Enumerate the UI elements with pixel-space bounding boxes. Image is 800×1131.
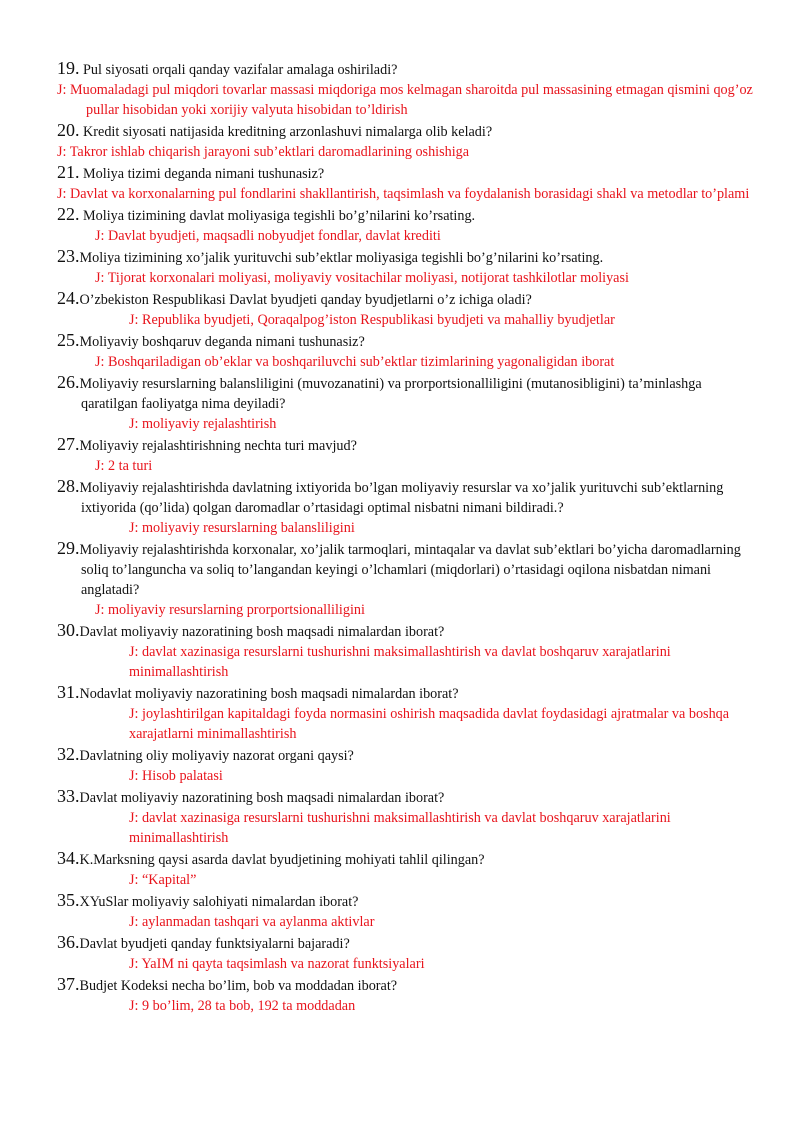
question-text: Moliya tizimi deganda nimani tushunasiz? (79, 166, 325, 182)
question-number: 28. (57, 476, 80, 496)
question (57, 434, 757, 456)
question (57, 330, 757, 352)
question-block-36 (57, 932, 757, 974)
question-text: Moliyaviy rejalashtirishning nechta turi mavjud? (79, 438, 357, 454)
question-number: 29. (57, 538, 80, 558)
answer: J: YaIM ni qayta taqsimlash va nazorat funktsiyalari (129, 956, 425, 972)
question-block-20 (57, 120, 757, 162)
question-number: 20. (57, 120, 80, 140)
question (57, 476, 757, 518)
question-text: Moliya tizimining xo’jalik yurituvchi sub’ektlar moliyasiga tegishli bo’g’nilarini ko’rsating. (79, 250, 604, 266)
question (57, 288, 757, 310)
question-block-21 (57, 162, 757, 204)
answer: J: moliyaviy rejalashtirish (129, 416, 277, 432)
question-text: Moliyaviy rejalashtirishda korxonalar, xo’jalik tarmoqlari, mintaqalar va davlat sub’ektlari bo’yicha daromadlarning soliq to’languncha va soliq to’langandan keyingi o’lchamlari (miqdorlari) o’rtasidagi oqilona nisbatdan nimani anglatadi? (79, 542, 741, 598)
question (57, 932, 757, 954)
document-body (57, 58, 757, 1016)
answer: J: Republika byudjeti, Qoraqalpog’iston Respublikasi byudjeti va mahalliy byudjetlar (129, 312, 615, 328)
question-text: Davlat moliyaviy nazoratining bosh maqsadi nimalardan iborat? (79, 624, 445, 640)
question-number: 23. (57, 246, 80, 266)
answer: J: joylashtirilgan kapitaldagi foyda normasini oshirish maqsadida davlat foydasidagi ajratmalar va boshqa xarajatlarni minimallashtirish (129, 706, 730, 742)
question-block-31 (57, 682, 757, 744)
question-number: 35. (57, 890, 80, 910)
question (57, 620, 757, 642)
question-number: 25. (57, 330, 80, 350)
answer: J: “Kapital” (129, 872, 197, 888)
answer: J: moliyaviy resurslarning balansliligini (129, 520, 355, 536)
question-number: 34. (57, 848, 80, 868)
question-number: 19. (57, 58, 80, 78)
answer: J: davlat xazinasiga resurslarni tushurishni maksimallashtirish va davlat boshqaruv xarajatlarini minimallashtirish (129, 810, 671, 846)
question-block-23 (57, 246, 757, 288)
question-block-32 (57, 744, 757, 786)
question (57, 372, 757, 414)
question-text: Davlat moliyaviy nazoratining bosh maqsadi nimalardan iborat? (79, 790, 445, 806)
question-number: 36. (57, 932, 80, 952)
question-block-35 (57, 890, 757, 932)
question-text: Davlatning oliy moliyaviy nazorat organi qaysi? (79, 748, 354, 764)
question (57, 162, 757, 184)
question (57, 744, 757, 766)
question (57, 974, 757, 996)
question-text: Pul siyosati orqali qanday vazifalar amalaga oshiriladi? (79, 62, 398, 78)
question-number: 22. (57, 204, 80, 224)
answer: J: Davlat byudjeti, maqsadli nobyudjet fondlar, davlat krediti (95, 228, 441, 244)
answer: J: davlat xazinasiga resurslarni tushurishni maksimallashtirish va davlat boshqaruv xarajatlarini minimallashtirish (129, 644, 671, 680)
question-block-34 (57, 848, 757, 890)
question-text: Budjet Kodeksi necha bo’lim, bob va moddadan iborat? (79, 978, 398, 994)
question-block-30 (57, 620, 757, 682)
question-number: 24. (57, 288, 80, 308)
question-text: Davlat byudjeti qanday funktsiyalarni bajaradi? (79, 936, 350, 952)
question-number: 21. (57, 162, 80, 182)
question-text: Nodavlat moliyaviy nazoratining bosh maqsadi nimalardan iborat? (79, 686, 459, 702)
answer: J: 2 ta turi (95, 458, 153, 474)
answer: J: Hisob palatasi (129, 768, 223, 784)
question (57, 538, 757, 600)
question-block-28 (57, 476, 757, 538)
question-number: 33. (57, 786, 80, 806)
question (57, 890, 757, 912)
question-text: K.Marksning qaysi asarda davlat byudjetining mohiyati tahlil qilingan? (79, 852, 485, 868)
question (57, 848, 757, 870)
question (57, 58, 757, 80)
question-text: Moliya tizimining davlat moliyasiga tegishli bo’g’nilarini ko’rsating. (79, 208, 476, 224)
question-block-37 (57, 974, 757, 1016)
question-text: Kredit siyosati natijasida kreditning arzonlashuvi nimalarga olib keladi? (79, 124, 493, 140)
question-block-19 (57, 58, 757, 120)
answer: J: Muomaladagi pul miqdori tovarlar massasi miqdoriga mos kelmagan sharoitda pul massasining etmagan qismini qog’oz pullar hisobidan yoki xorijiy valyuta hisobidan to’ldirish (57, 82, 753, 118)
question (57, 120, 757, 142)
question-block-25 (57, 330, 757, 372)
question-number: 27. (57, 434, 80, 454)
answer: J: Boshqariladigan ob’eklar va boshqariluvchi sub’ektlar tizimlarining yagonaligidan iborat (95, 354, 615, 370)
question-block-22 (57, 204, 757, 246)
question-text: O’zbekiston Respublikasi Davlat byudjeti qanday byudjetlarni o’z ichiga oladi? (79, 292, 532, 308)
question-text: Moliyaviy resurslarning balansliligini (muvozanatini) va prorportsionalliligini (mutanosibligini) ta’minlashga qaratilgan faoliyatga nima deyiladi? (79, 376, 702, 412)
question-number: 32. (57, 744, 80, 764)
answer: J: 9 bo’lim, 28 ta bob, 192 ta moddadan (129, 998, 356, 1014)
question (57, 682, 757, 704)
question-text: Moliyaviy boshqaruv deganda nimani tushunasiz? (79, 334, 365, 350)
question-block-33 (57, 786, 757, 848)
answer: J: Takror ishlab chiqarish jarayoni sub’ektlari daromadlarining oshishiga (57, 144, 470, 160)
answer: J: Davlat va korxonalarning pul fondlarini shakllantirish, taqsimlash va foydalanish borasidagi shakl va metodlar to’plami (57, 186, 750, 202)
question (57, 246, 757, 268)
question-number: 37. (57, 974, 80, 994)
question-number: 26. (57, 372, 80, 392)
answer: J: moliyaviy resurslarning prorportsionalliligini (95, 602, 365, 618)
question (57, 786, 757, 808)
question-number: 31. (57, 682, 80, 702)
question-block-26 (57, 372, 757, 434)
question-text: XYuSlar moliyaviy salohiyati nimalardan iborat? (79, 894, 359, 910)
question-block-29 (57, 538, 757, 620)
answer: J: Tijorat korxonalari moliyasi, moliyaviy vositachilar moliyasi, notijorat tashkilotlar moliyasi (95, 270, 629, 286)
question (57, 204, 757, 226)
question-block-27 (57, 434, 757, 476)
answer: J: aylanmadan tashqari va aylanma aktivlar (129, 914, 375, 930)
question-number: 30. (57, 620, 80, 640)
question-block-24 (57, 288, 757, 330)
question-text: Moliyaviy rejalashtirishda davlatning ixtiyorida bo’lgan moliyaviy resurslar va xo’jalik yurituvchi sub’ektlarning ixtiyorida (qo’lida) qolgan daromadlar o’rtasidagi optimal nisbatni nimani bildiradi.? (79, 480, 724, 516)
